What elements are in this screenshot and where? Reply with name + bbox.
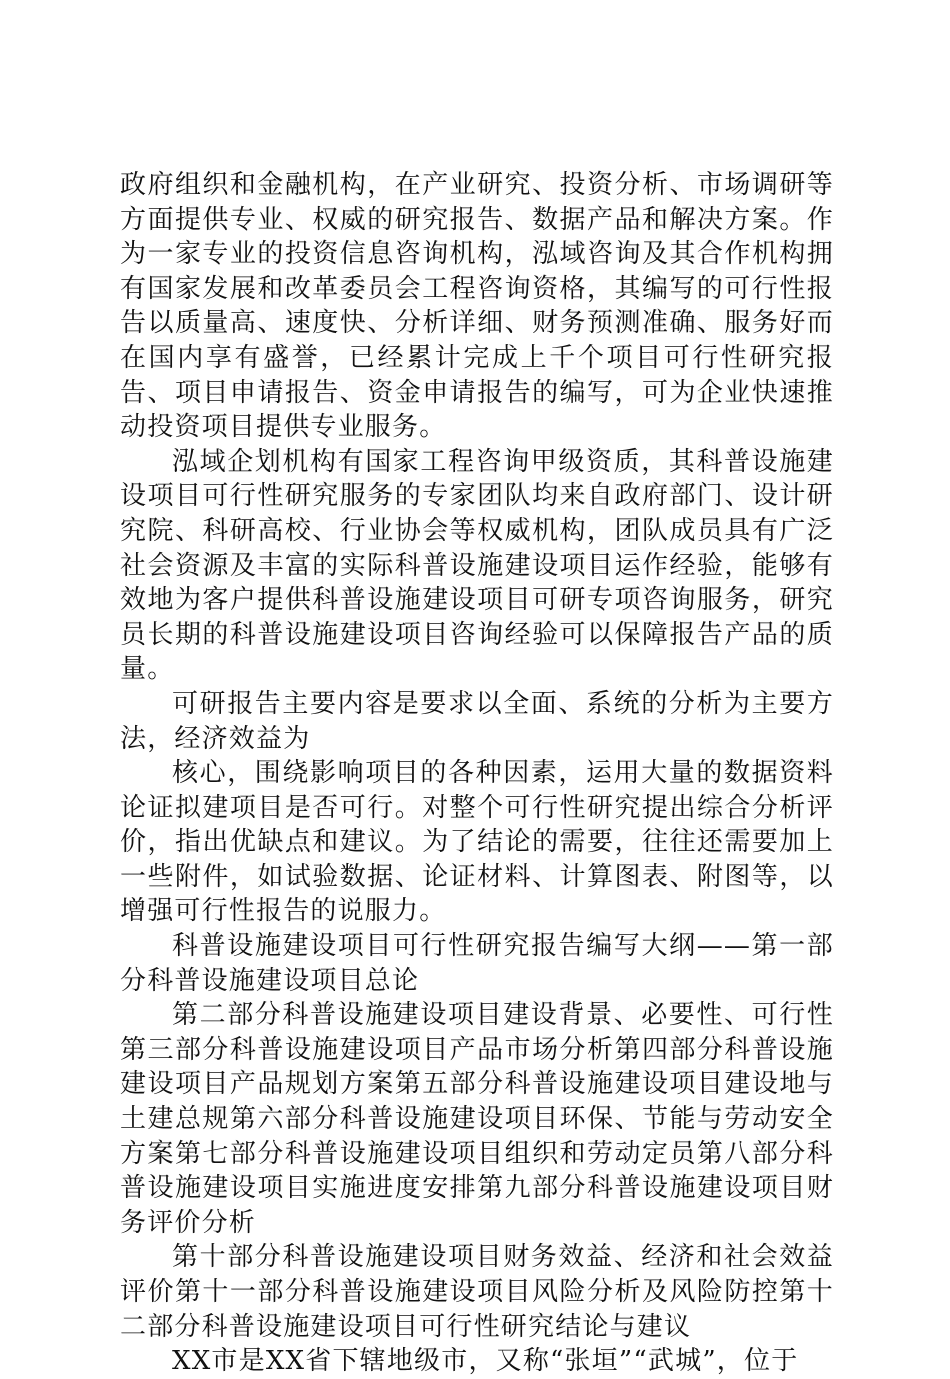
- paragraph-intro: 政府组织和金融机构，在产业研究、投资分析、市场调研等方面提供专业、权威的研究报告、数据产品和解决方案。作为一家专业的投资信息咨询机构，泓域咨询及其合作机构拥有国家发展和改革委员会工程咨询资格，其编写的可行性报告以质量高、速度快、分析详细、财务预测准确、服务好而在国内享有盛誉，已经累计完成上千个项目可行性研究报告、项目申请报告、资金申请报告的编写，可为企业快速推动投资项目提供专业服务。: [120, 170, 834, 443]
- paragraph-report-content: 可研报告主要内容是要求以全面、系统的分析为主要方法，经济效益为: [120, 688, 834, 754]
- paragraph-report-core: 核心，围绕影响项目的各种因素，运用大量的数据资料论证拟建项目是否可行。对整个可行性研究提出综合分析评价，指出优缺点和建议。为了结论的需要，往往还需要加上一些附件，如试验数据、论证材料、计算图表、附图等，以增强可行性报告的说服力。: [120, 758, 834, 927]
- paragraph-city-intro: XX市是XX省下辖地级市，又称“张垣”“武城”，位于: [172, 1346, 799, 1377]
- paragraph-agency-qualification: 泓域企划机构有国家工程咨询甲级资质，其科普设施建设项目可行性研究服务的专家团队均来自政府部门、设计研究院、科研高校、行业协会等权威机构，团队成员具有广泛社会资源及丰富的实际科普设施建设项目运作经验，能够有效地为客户提供科普设施建设项目可研专项咨询服务，研究员长期的科普设施建设项目咨询经验可以保障报告产品的质量。: [120, 446, 834, 685]
- paragraph-outline-parts-two-nine: 第二部分科普设施建设项目建设背景、必要性、可行性第三部分科普设施建设项目产品市场分析第四部分科普设施建设项目产品规划方案第五部分科普设施建设项目建设地与土建总规第六部分科普设施建设项目环保、节能与劳动安全方案第七部分科普设施建设项目组织和劳动定员第八部分科普设施建设项目实施进度安排第九部分科普设施建设项目财务评价分析: [120, 1000, 834, 1238]
- document-body: [120, 168, 834, 1379]
- paragraph-outline-part-one: 科普设施建设项目可行性研究报告编写大纲——第一部分科普设施建设项目总论: [120, 931, 834, 996]
- paragraph-outline-parts-ten-twelve: 第十部分科普设施建设项目财务效益、经济和社会效益评价第十一部分科普设施建设项目风险分析及风险防控第十二部分科普设施建设项目可行性研究结论与建议: [120, 1242, 834, 1342]
